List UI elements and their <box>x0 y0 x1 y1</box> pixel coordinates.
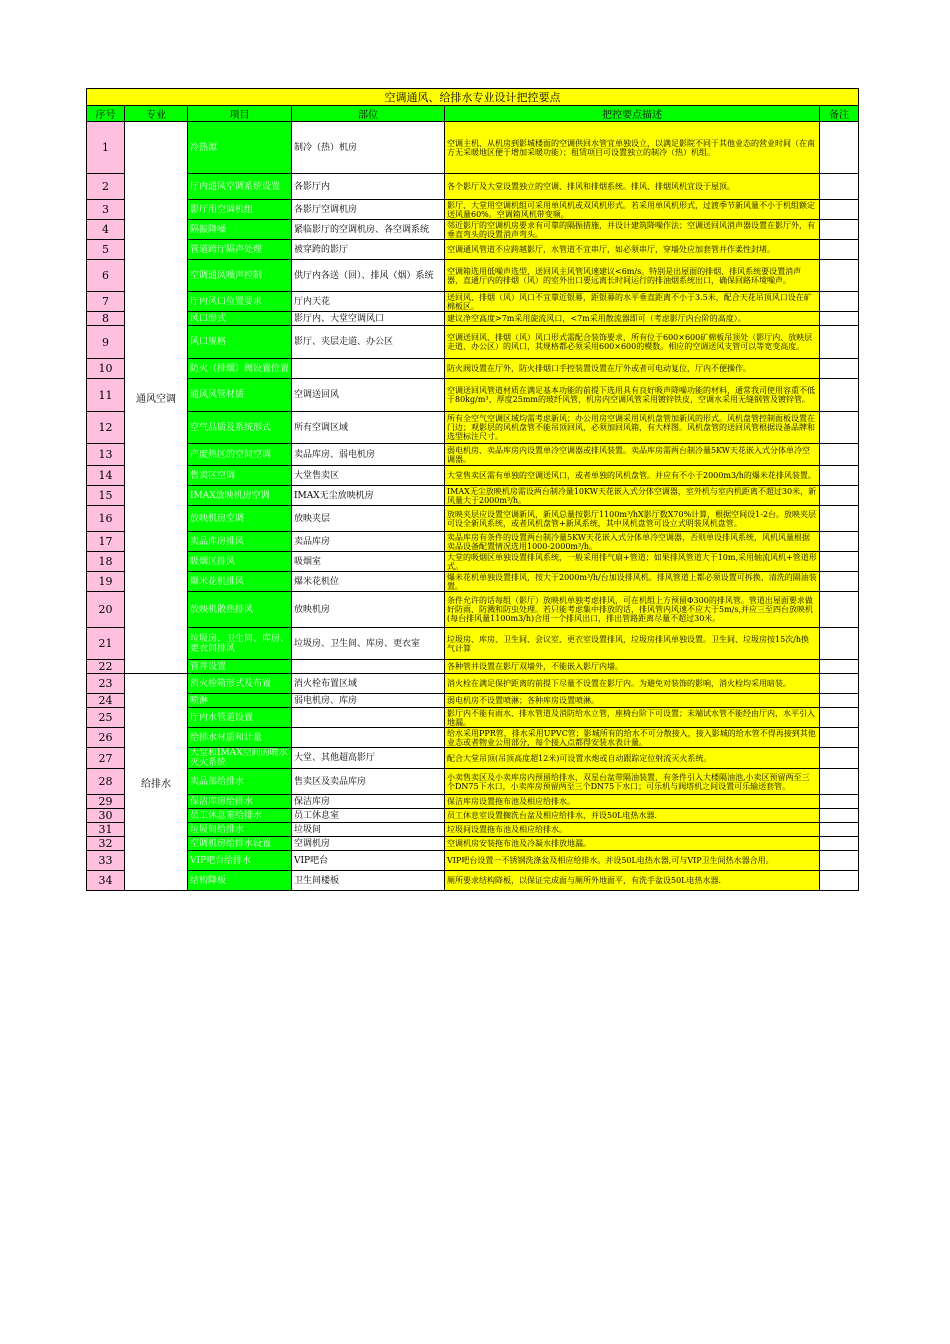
row-number-cell[interactable]: 1 <box>87 122 125 174</box>
description-cell[interactable]: 各个影厅及大堂设置独立的空调、排风和排烟系统。排风、排烟风机宜设于屋顶。 <box>445 174 820 200</box>
description-cell[interactable]: 弱电机房、卖品库房内设置单冷空调器或排风装置。卖品库房需两台制冷量5KW天花嵌入式分体单冷空调器。 <box>445 444 820 466</box>
note-cell[interactable] <box>820 486 859 506</box>
location-cell[interactable]: 放映机房 <box>292 592 445 628</box>
major-cell[interactable]: 给排水 <box>125 674 188 891</box>
note-cell[interactable] <box>820 379 859 412</box>
table-row <box>87 823 859 837</box>
item-cell[interactable]: 厅内水管道设置 <box>188 708 292 728</box>
row-number-cell[interactable]: 23 <box>87 674 125 694</box>
table-row <box>87 628 859 660</box>
sheet-title[interactable]: 空调通风、给排水专业设计把控要点 <box>87 89 859 106</box>
location-cell[interactable]: 吸烟室 <box>292 552 445 572</box>
note-cell[interactable] <box>820 809 859 823</box>
location-cell[interactable] <box>292 708 445 728</box>
row-number-cell[interactable]: 13 <box>87 444 125 466</box>
description-cell[interactable]: 消火栓在满足保护距离的前提下尽量不设置在影厅内。为避免对装饰的影响，消火栓均采用暗装。 <box>445 674 820 694</box>
row-number-cell[interactable]: 21 <box>87 628 125 660</box>
description-cell[interactable]: 建议净空高度>7m采用旋流风口，<7m采用散流器即可（考虑影厅内台阶的高度）。 <box>445 312 820 326</box>
description-cell[interactable]: IMAX无尘放映机房需设两台制冷量10KW天花嵌入式分体空调器，室外机与室内机距离不超过30米，新风量大于2000m³/h。 <box>445 486 820 506</box>
description-cell[interactable]: 影厅、大堂用空调机组可采用单风机或双风机形式。若采用单风机形式，过渡季节新风量不小于机组额定送风量60%。空调箱风机带变频。 <box>445 200 820 220</box>
row-number-cell[interactable]: 31 <box>87 823 125 837</box>
row-number-cell[interactable]: 8 <box>87 312 125 326</box>
row-number-cell[interactable]: 20 <box>87 592 125 628</box>
table-row <box>87 174 859 200</box>
item-cell[interactable]: 空气品质及系统形式 <box>188 412 292 444</box>
note-cell[interactable] <box>820 694 859 708</box>
table-row <box>87 708 859 728</box>
location-cell[interactable]: 垃圾间 <box>292 823 445 837</box>
description-cell[interactable]: 厕所要求结构降板，以保证完成面与厕所外地面平，有洗手盆设50L电热水器. <box>445 871 820 891</box>
table-row <box>87 486 859 506</box>
table-row <box>87 851 859 871</box>
description-cell[interactable]: 影厅内不能有雨水、排水管道及消防给水立管，座椅台阶下可设置；末端试水管不能经由厅内，水平引入地漏。 <box>445 708 820 728</box>
location-cell[interactable]: 厅内天花 <box>292 292 445 312</box>
row-number-cell[interactable]: 6 <box>87 260 125 292</box>
location-cell[interactable]: 影厅内、大堂空调风口 <box>292 312 445 326</box>
description-cell[interactable]: 防火阀设置在厅外，防火排烟口手控装置设置在厅外或者可电动复位，厅内不便操作。 <box>445 359 820 379</box>
row-number-cell[interactable]: 14 <box>87 466 125 486</box>
table-row <box>87 220 859 240</box>
row-number-cell[interactable]: 30 <box>87 809 125 823</box>
item-cell[interactable]: 防火（排烟）阀设置位置 <box>188 359 292 379</box>
item-cell[interactable]: 产废热区的空间空调 <box>188 444 292 466</box>
location-cell[interactable]: 卖品库房、弱电机房 <box>292 444 445 466</box>
note-cell[interactable] <box>820 326 859 359</box>
location-cell[interactable]: 放映夹层 <box>292 506 445 532</box>
note-cell[interactable] <box>820 592 859 628</box>
description-cell[interactable]: 邻近影厅的空调机房要求有可靠的隔振措施，并设计建筑降噪作法；空调送回风消声器设置在影厅外，有垂直弯头的设置消声弯头。 <box>445 220 820 240</box>
description-cell[interactable]: 垃圾间设置拖布池及相应给排水。 <box>445 823 820 837</box>
note-cell[interactable] <box>820 122 859 174</box>
row-number-cell[interactable]: 4 <box>87 220 125 240</box>
note-cell[interactable] <box>820 312 859 326</box>
item-cell[interactable]: 给排水材质和计量 <box>188 728 292 748</box>
table-row <box>87 748 859 769</box>
item-cell[interactable]: 管道跨厅隔声处理 <box>188 240 292 260</box>
table-row <box>87 660 859 674</box>
item-cell[interactable]: 空调通风噪声控制 <box>188 260 292 292</box>
note-cell[interactable] <box>820 532 859 552</box>
note-cell[interactable] <box>820 174 859 200</box>
header-note[interactable]: 备注 <box>820 106 859 122</box>
item-cell[interactable]: 消火栓箱形式及布置 <box>188 674 292 694</box>
item-cell[interactable]: 影厅用空调机组 <box>188 200 292 220</box>
note-cell[interactable] <box>820 748 859 769</box>
item-cell[interactable]: 放映机房空调 <box>188 506 292 532</box>
description-cell[interactable]: 垃圾房、库房、卫生间、会议室、更衣室设置排风，垃圾房排风单独设置。卫生间、垃圾房按15次/h换气计算 <box>445 628 820 660</box>
table-row <box>87 444 859 466</box>
item-cell[interactable]: 大堂和IMAX空间的喷水灭火系统 <box>188 748 292 769</box>
row-number-cell[interactable]: 15 <box>87 486 125 506</box>
description-cell[interactable]: 保洁库房设置拖布池及相应给排水。 <box>445 795 820 809</box>
table-row <box>87 122 859 174</box>
note-cell[interactable] <box>820 240 859 260</box>
table-row <box>87 728 859 748</box>
row-number-cell[interactable]: 26 <box>87 728 125 748</box>
table-row <box>87 412 859 444</box>
note-cell[interactable] <box>820 412 859 444</box>
location-cell[interactable]: 爆米花机位 <box>292 572 445 592</box>
description-cell[interactable]: VIP吧台设置一不锈钢洗涤盆及相应给排水。并设50L电热水器,可与VIP卫生间热水器合用。 <box>445 851 820 871</box>
location-cell[interactable]: 大堂、其他超高影厅 <box>292 748 445 769</box>
description-cell[interactable]: 放映夹层应设置空调新风，新风总量按影厅1100m³/hX影厅数X70%计算，根据空间设1-2台。放映夹层可设全新风系统，或者风机盘管+新风系统，其中风机盘管可设立式明装风机盘管。 <box>445 506 820 532</box>
row-number-cell[interactable]: 3 <box>87 200 125 220</box>
table-row <box>87 240 859 260</box>
row-number-cell[interactable]: 10 <box>87 359 125 379</box>
description-cell[interactable]: 空调送回风、排烟（风）风口形式需配合装饰要求，所有位于600×600矿棉板吊顶处（影厅内、放映层走道、办公区）的风口，其规格都必须采用600×600的模数。相应的空调送风支管可以等宽变高度。 <box>445 326 820 359</box>
description-cell[interactable]: 空调送回风管道材质在满足基本功能的前提下选用具有良好吸声降噪功能的材料，通常我司使用容重不低于80kg/m³、厚度25mm的玻纤风管，机房内空调风管采用镀锌铁皮，空调水采用无缝钢管及镀锌管。 <box>445 379 820 412</box>
note-cell[interactable] <box>820 660 859 674</box>
note-cell[interactable] <box>820 795 859 809</box>
item-cell[interactable]: 卖品部给排水 <box>188 769 292 795</box>
description-cell[interactable]: 空调通风管道不应跨越影厅，水管道不宜串厅，如必须串厅，穿墙处应加套管并作柔性封堵。 <box>445 240 820 260</box>
item-cell[interactable]: 垃圾房、卫生间、库房、更衣间排风 <box>188 628 292 660</box>
item-cell[interactable]: 爆米花机排风 <box>188 572 292 592</box>
row-number-cell[interactable]: 19 <box>87 572 125 592</box>
description-cell[interactable]: 爆米花机单独设置排风，按大于2000m³/h/台加设排风机。排风管道上都必须设置可拆换、清洗的隔油装置。 <box>445 572 820 592</box>
header-no[interactable]: 序号 <box>87 106 125 122</box>
location-cell[interactable] <box>292 728 445 748</box>
table-row <box>87 506 859 532</box>
item-cell[interactable]: 厅内通风空调系统设置 <box>188 174 292 200</box>
location-cell[interactable]: 制冷（热）机房 <box>292 122 445 174</box>
note-cell[interactable] <box>820 871 859 891</box>
location-cell[interactable]: 各影厅内 <box>292 174 445 200</box>
row-number-cell[interactable]: 18 <box>87 552 125 572</box>
note-cell[interactable] <box>820 220 859 240</box>
location-cell[interactable]: 弱电机房、库房 <box>292 694 445 708</box>
note-cell[interactable] <box>820 851 859 871</box>
item-cell[interactable]: IMAX放映机房空调 <box>188 486 292 506</box>
item-cell[interactable]: 风口规格 <box>188 326 292 359</box>
row-number-cell[interactable]: 5 <box>87 240 125 260</box>
table-row <box>87 292 859 312</box>
design-control-table <box>86 88 859 891</box>
item-cell[interactable]: 隔振降噪 <box>188 220 292 240</box>
table-row <box>87 359 859 379</box>
description-cell[interactable]: 各种管井设置在影厅双墙外，不能嵌入影厅内墙。 <box>445 660 820 674</box>
description-cell[interactable]: 配合大堂吊顶(吊顶高度超12米)可设置水炮或自动跟踪定位射流灭火系统。 <box>445 748 820 769</box>
table-row <box>87 592 859 628</box>
note-cell[interactable] <box>820 708 859 728</box>
table-row <box>87 694 859 708</box>
table-row <box>87 326 859 359</box>
location-cell[interactable]: 垃圾房、卫生间、库房、更衣室 <box>292 628 445 660</box>
location-cell[interactable] <box>292 660 445 674</box>
item-cell[interactable]: 风口形式 <box>188 312 292 326</box>
row-number-cell[interactable]: 24 <box>87 694 125 708</box>
row-number-cell[interactable]: 32 <box>87 837 125 851</box>
location-cell[interactable]: 供厅内各送（回）、排风（烟）系统 <box>292 260 445 292</box>
header-row <box>87 106 859 122</box>
description-cell[interactable]: 所有全空气空调区域均需考虑新风；办公用房空调采用风机盘管加新风的形式。风机盘管控制面板设置在门边；观影层的风机盘管不能吊顶回风，必须加回风箱，有大样图。风机盘管的送回风管根据设备品牌和选型标注尺寸。 <box>445 412 820 444</box>
item-cell[interactable]: 空调机房给排水设置 <box>188 837 292 851</box>
item-cell[interactable]: 冷热源 <box>188 122 292 174</box>
header-location[interactable]: 部位 <box>292 106 445 122</box>
table-row <box>87 809 859 823</box>
row-number-cell[interactable]: 11 <box>87 379 125 412</box>
location-cell[interactable]: 被穿跨的影厅 <box>292 240 445 260</box>
note-cell[interactable] <box>820 506 859 532</box>
location-cell[interactable]: IMAX无尘放映机房 <box>292 486 445 506</box>
row-number-cell[interactable]: 28 <box>87 769 125 795</box>
description-cell[interactable]: 空调箱选用低噪声选型，送回风主风管风速建议<6m/s。特别是出屋面的排烟、排风系统要设置消声器，直通厅内的排烟（风）的室外出口要远离长时间运行的排油烟系统出口，确保回路环境噪声。 <box>445 260 820 292</box>
item-cell[interactable]: 垃圾间给排水 <box>188 823 292 837</box>
row-number-cell[interactable]: 33 <box>87 851 125 871</box>
description-cell[interactable]: 送回风、排烟（风）风口不宜靠近银幕，距银幕的水平垂直距离不小于3.5米，配合天花吊顶风口设在矿棉板区。 <box>445 292 820 312</box>
table-row <box>87 674 859 694</box>
row-number-cell[interactable]: 16 <box>87 506 125 532</box>
description-cell[interactable]: 员工休息室设置搁洗台盆及相应给排水，并设50L电热水器. <box>445 809 820 823</box>
location-cell[interactable]: 消火栓布置区域 <box>292 674 445 694</box>
location-cell[interactable]: VIP吧台 <box>292 851 445 871</box>
item-cell[interactable]: 员工休息室给排水 <box>188 809 292 823</box>
note-cell[interactable] <box>820 837 859 851</box>
note-cell[interactable] <box>820 200 859 220</box>
major-cell[interactable]: 通风空调 <box>125 122 188 674</box>
table-row <box>87 769 859 795</box>
note-cell[interactable] <box>820 572 859 592</box>
location-cell[interactable]: 空调机房 <box>292 837 445 851</box>
description-cell[interactable]: 卖品库房有条件的设置两台制冷量5KW天花嵌入式分体单冷空调器，否则单设排风系统，风机风量根据卖品设备配置情况选用1000-2000m³/h。 <box>445 532 820 552</box>
location-cell[interactable]: 所有空调区域 <box>292 412 445 444</box>
location-cell[interactable]: 卖品库房 <box>292 532 445 552</box>
row-number-cell[interactable]: 27 <box>87 748 125 769</box>
location-cell[interactable]: 保洁库房 <box>292 795 445 809</box>
note-cell[interactable] <box>820 674 859 694</box>
item-cell[interactable]: 售卖区空调 <box>188 466 292 486</box>
row-number-cell[interactable]: 25 <box>87 708 125 728</box>
item-cell[interactable]: 通风风管材质 <box>188 379 292 412</box>
header-description[interactable]: 把控要点描述 <box>445 106 820 122</box>
table-row <box>87 837 859 851</box>
table-row <box>87 466 859 486</box>
item-cell[interactable]: 卖品库房排风 <box>188 532 292 552</box>
location-cell[interactable] <box>292 359 445 379</box>
table-row <box>87 795 859 809</box>
table-row <box>87 532 859 552</box>
header-major[interactable]: 专业 <box>125 106 188 122</box>
item-cell[interactable]: 结构降板 <box>188 871 292 891</box>
note-cell[interactable] <box>820 628 859 660</box>
item-cell[interactable]: 放映机散热排风 <box>188 592 292 628</box>
row-number-cell[interactable]: 17 <box>87 532 125 552</box>
table-row <box>87 871 859 891</box>
item-cell[interactable]: 喷淋 <box>188 694 292 708</box>
row-number-cell[interactable]: 34 <box>87 871 125 891</box>
row-number-cell[interactable]: 12 <box>87 412 125 444</box>
location-cell[interactable]: 空调送回风 <box>292 379 445 412</box>
table-row <box>87 379 859 412</box>
table-row <box>87 572 859 592</box>
row-number-cell[interactable]: 22 <box>87 660 125 674</box>
item-cell[interactable]: 吸烟区排风 <box>188 552 292 572</box>
table-row <box>87 312 859 326</box>
note-cell[interactable] <box>820 359 859 379</box>
description-cell[interactable]: 给水采用PPR管，排水采用UPVC管；影城所有的给水不可分散接入，接入影城的给水管不得再接到其他业态或者物业公用部分，每个接入点都得安装水表计量。 <box>445 728 820 748</box>
note-cell[interactable] <box>820 552 859 572</box>
description-cell[interactable]: 空调机房安装拖布池及冷凝水排放地漏。 <box>445 837 820 851</box>
description-cell[interactable]: 大堂的吸烟区单独设置排风系统，一般采用排气扇+管道；如果排风管道大于10m,采用轴流风机+管道形式。 <box>445 552 820 572</box>
row-number-cell[interactable]: 2 <box>87 174 125 200</box>
location-cell[interactable]: 影厅、夹层走道、办公区 <box>292 326 445 359</box>
note-cell[interactable] <box>820 823 859 837</box>
description-cell[interactable]: 弱电机房不设置喷淋；各种库房设置喷淋。 <box>445 694 820 708</box>
location-cell[interactable]: 紧临影厅的空调机房、各空调系统 <box>292 220 445 240</box>
description-cell[interactable]: 小卖售卖区及小卖库房内预留给排水，双星台盆带隔油装置，有条件引入大楼隔油池,小卖区预留两至三个DN75下水口，小卖库房预留两至三个DN75下水口；可乐机与阀塔机之间设置可乐输送套管。 <box>445 769 820 795</box>
row-number-cell[interactable]: 9 <box>87 326 125 359</box>
item-cell[interactable]: 保洁库房给排水 <box>188 795 292 809</box>
location-cell[interactable]: 各影厅空调机房 <box>292 200 445 220</box>
item-cell[interactable]: 厅内风口位置要求 <box>188 292 292 312</box>
location-cell[interactable]: 大堂售卖区 <box>292 466 445 486</box>
table-row <box>87 260 859 292</box>
note-cell[interactable] <box>820 260 859 292</box>
row-number-cell[interactable]: 29 <box>87 795 125 809</box>
note-cell[interactable] <box>820 444 859 466</box>
description-cell[interactable]: 条件允许的话每组（影厅）放映机单独考虑排风，可在机组上方预留Φ300的排风管。管道出屋面要求做好防雨、防溅和防虫处理。若只能考虑集中排放的话，排风管内风速不应大于5m/s,并应三至四台放映机(每台排风量1100m3/h)合用一个排风出口，排出管路距离尽量不超过30米。 <box>445 592 820 628</box>
row-number-cell[interactable]: 7 <box>87 292 125 312</box>
note-cell[interactable] <box>820 292 859 312</box>
location-cell[interactable]: 员工休息室 <box>292 809 445 823</box>
header-item[interactable]: 项目 <box>188 106 292 122</box>
location-cell[interactable]: 卫生间楼板 <box>292 871 445 891</box>
table-row <box>87 200 859 220</box>
description-cell[interactable]: 大堂售卖区需有单独的空调送风口，或者单独的风机盘管。并应有不小于2000m3/h的爆米花排风装置。 <box>445 466 820 486</box>
note-cell[interactable] <box>820 466 859 486</box>
item-cell[interactable]: 管井设置 <box>188 660 292 674</box>
note-cell[interactable] <box>820 728 859 748</box>
table-row <box>87 552 859 572</box>
note-cell[interactable] <box>820 769 859 795</box>
description-cell[interactable]: 空调主机、从机房到影城楼面的空调供回水管宜单独设立，以满足影院不同于其他业态的营业时间（在南方无采暖地区便于增加采暖功能）；租赁项目可设置独立的制冷（热）机组。 <box>445 122 820 174</box>
item-cell[interactable]: VIP吧台给排水 <box>188 851 292 871</box>
location-cell[interactable]: 售卖区及卖品库房 <box>292 769 445 795</box>
